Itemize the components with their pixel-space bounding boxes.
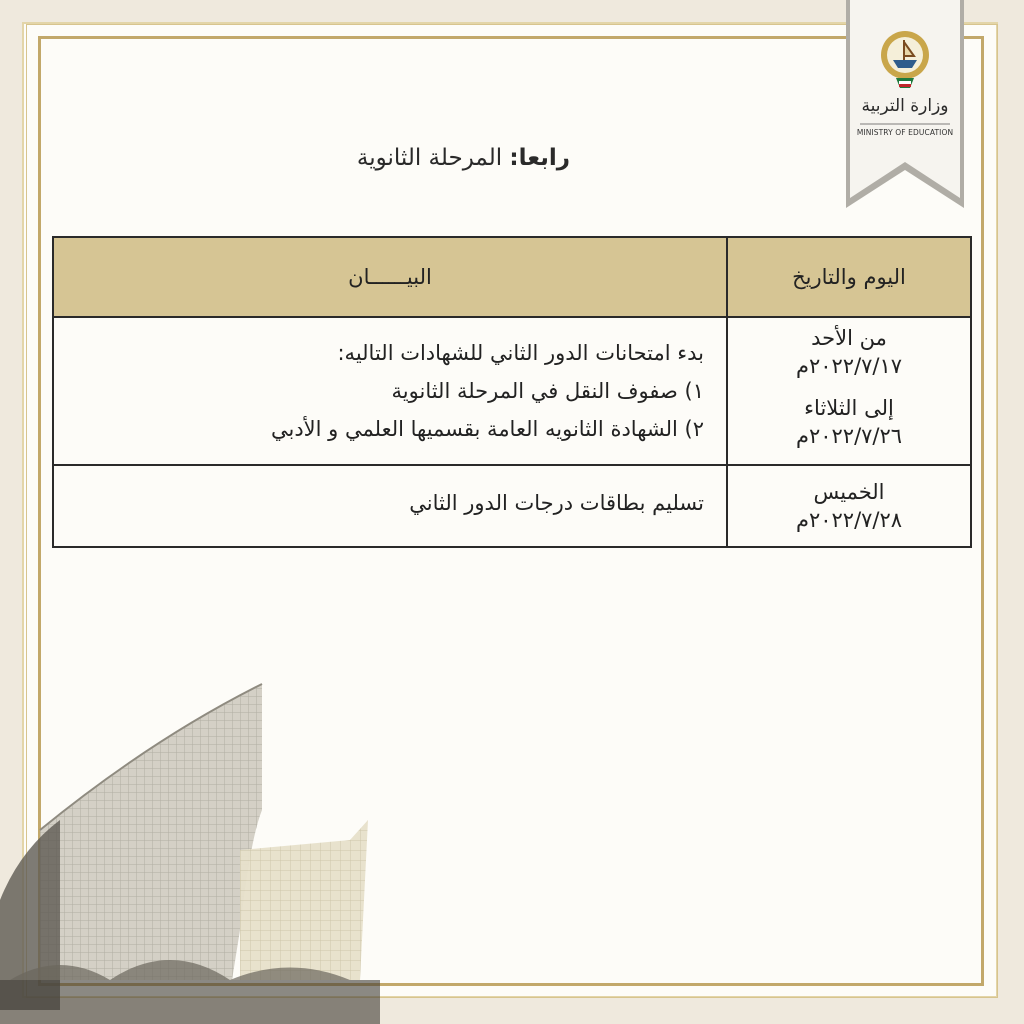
header-description: البيــــــان: [53, 237, 727, 317]
description-cell: [53, 465, 727, 547]
date-line: إلى الثلاثاء: [804, 396, 894, 420]
description-line: ٢) الشهادة الثانويه العامة بقسميها العلمي و الأدبي: [270, 417, 704, 441]
description-line: بدء امتحانات الدور الثاني للشهادات التاليه:: [337, 341, 704, 365]
date-single: [728, 466, 970, 534]
date-cell: [727, 465, 971, 547]
date-range-end: [728, 380, 970, 450]
table-header-row: [53, 237, 971, 317]
section-heading: [280, 145, 570, 171]
date-cell: [727, 317, 971, 465]
heading-text: المرحلة الثانوية: [356, 145, 510, 171]
date-line: ٢٠٢٢/٧/٢٨م: [795, 508, 903, 532]
ministry-name-arabic: وزارة التربية: [861, 96, 949, 116]
header-date: اليوم والتاريخ: [727, 237, 971, 317]
building-illustration: [0, 680, 380, 1024]
ministry-name-english: MINISTRY OF EDUCATION: [856, 128, 954, 137]
table-row: [53, 317, 971, 465]
schedule-table: [52, 236, 972, 548]
date-line: من الأحد: [811, 326, 887, 350]
description-cell: [53, 317, 727, 465]
date-line: ٢٠٢٢/٧/١٧م: [795, 354, 903, 378]
heading-prefix: رابعا:: [509, 145, 570, 171]
date-range-start: [728, 318, 970, 380]
date-line: ٢٠٢٢/٧/٢٦م: [795, 424, 903, 448]
description-line: تسليم بطاقات درجات الدور الثاني: [409, 491, 704, 515]
date-line: الخميس: [813, 480, 885, 504]
description-line: ١) صفوف النقل في المرحلة الثانوية: [391, 379, 704, 403]
table-row: [53, 465, 971, 547]
